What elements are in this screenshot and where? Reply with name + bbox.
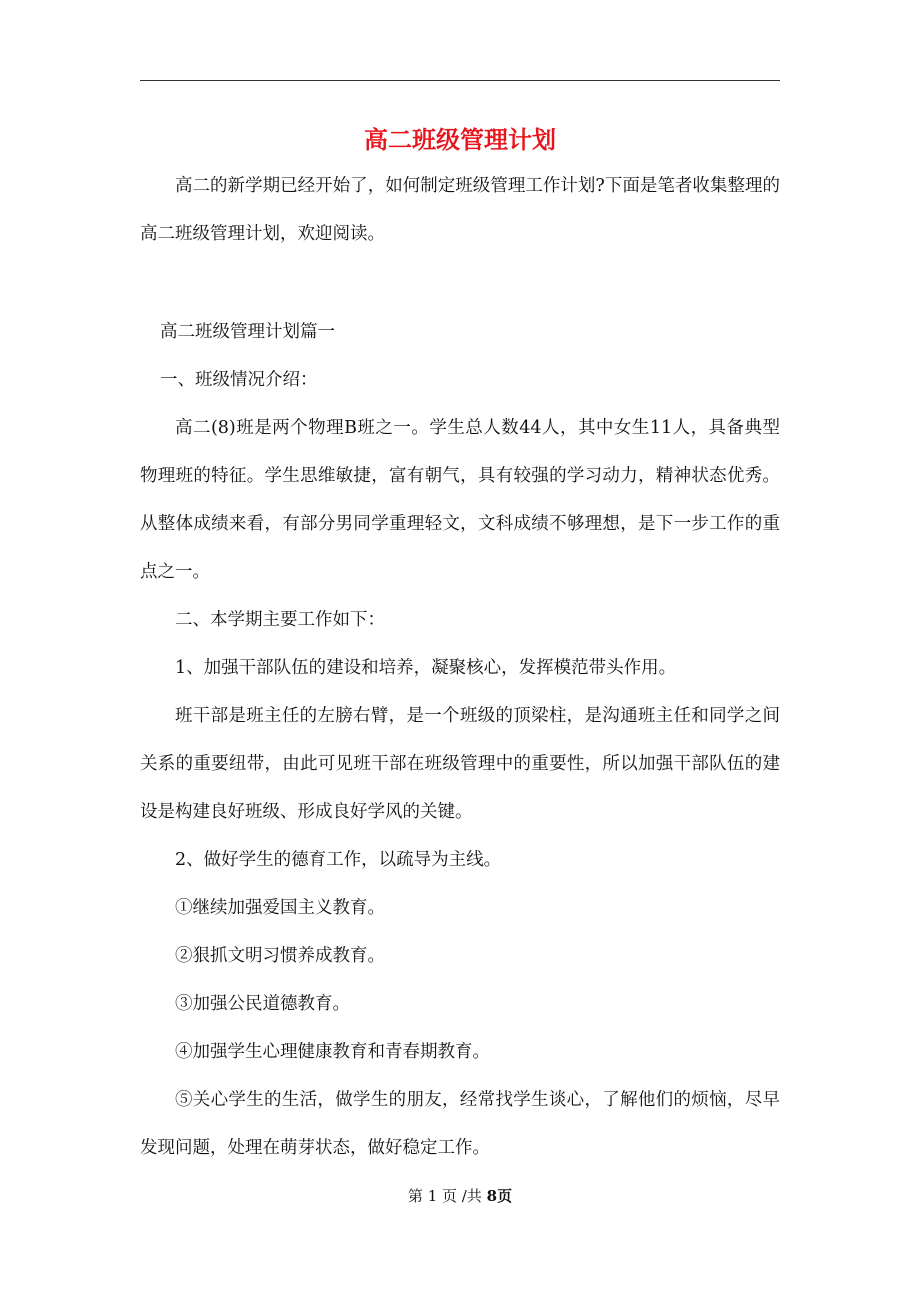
intro-paragraph: 高二的新学期已经开始了，如何制定班级管理工作计划?下面是笔者收集整理的高二班级管理计划，欢迎阅读。 (140, 176, 780, 244)
work-item-1: 1、加强干部队伍的建设和培养，凝聚核心，发挥模范带头作用。 (175, 658, 677, 678)
sub-item-2: ②狠抓文明习惯养成教育。 (175, 946, 385, 966)
footer-suffix: 页 (497, 1187, 513, 1205)
sub-item-4: ④加强学生心理健康教育和青春期教育。 (175, 1042, 490, 1062)
heading-class-intro: 一、班级情况介绍： (160, 370, 318, 390)
section-title: 高二班级管理计划篇一 (160, 322, 335, 342)
work-item-2: 2、做好学生的德育工作，以疏导为主线。 (175, 850, 502, 870)
footer-middle: 页 /共 (442, 1187, 482, 1205)
sub-item-5: ⑤关心学生的生活，做学生的朋友，经常找学生谈心，了解他们的烦恼，尽早发现问题，处理在萌芽状态，做好稳定工作。 (140, 1090, 780, 1158)
footer-prefix: 第 (407, 1187, 423, 1205)
sub-item-3: ③加强公民道德教育。 (175, 994, 350, 1014)
page-footer (0, 1184, 920, 1208)
header-rule (140, 80, 780, 81)
document-title: 高二班级管理计划 (364, 125, 556, 154)
sub-item-1: ①继续加强爱国主义教育。 (175, 898, 385, 918)
class-intro-paragraph: 高二(8)班是两个物理B班之一。学生总人数44人，其中女生11人，具备典型物理班的特征。学生思维敏捷，富有朝气，具有较强的学习动力，精神状态优秀。从整体成绩来看，有部分男同学重理轻文，文科成绩不够理想，是下一步工作的重点之一。 (140, 418, 780, 582)
heading-main-work: 二、本学期主要工作如下： (175, 610, 385, 630)
footer-page-number: 1 (427, 1187, 438, 1205)
cadre-paragraph: 班干部是班主任的左膀右臂，是一个班级的顶梁柱，是沟通班主任和同学之间关系的重要纽带，由此可见班干部在班级管理中的重要性，所以加强干部队伍的建设是构建良好班级、形成良好学风的关键。 (140, 706, 780, 822)
footer-total-pages: 8 (486, 1187, 498, 1205)
